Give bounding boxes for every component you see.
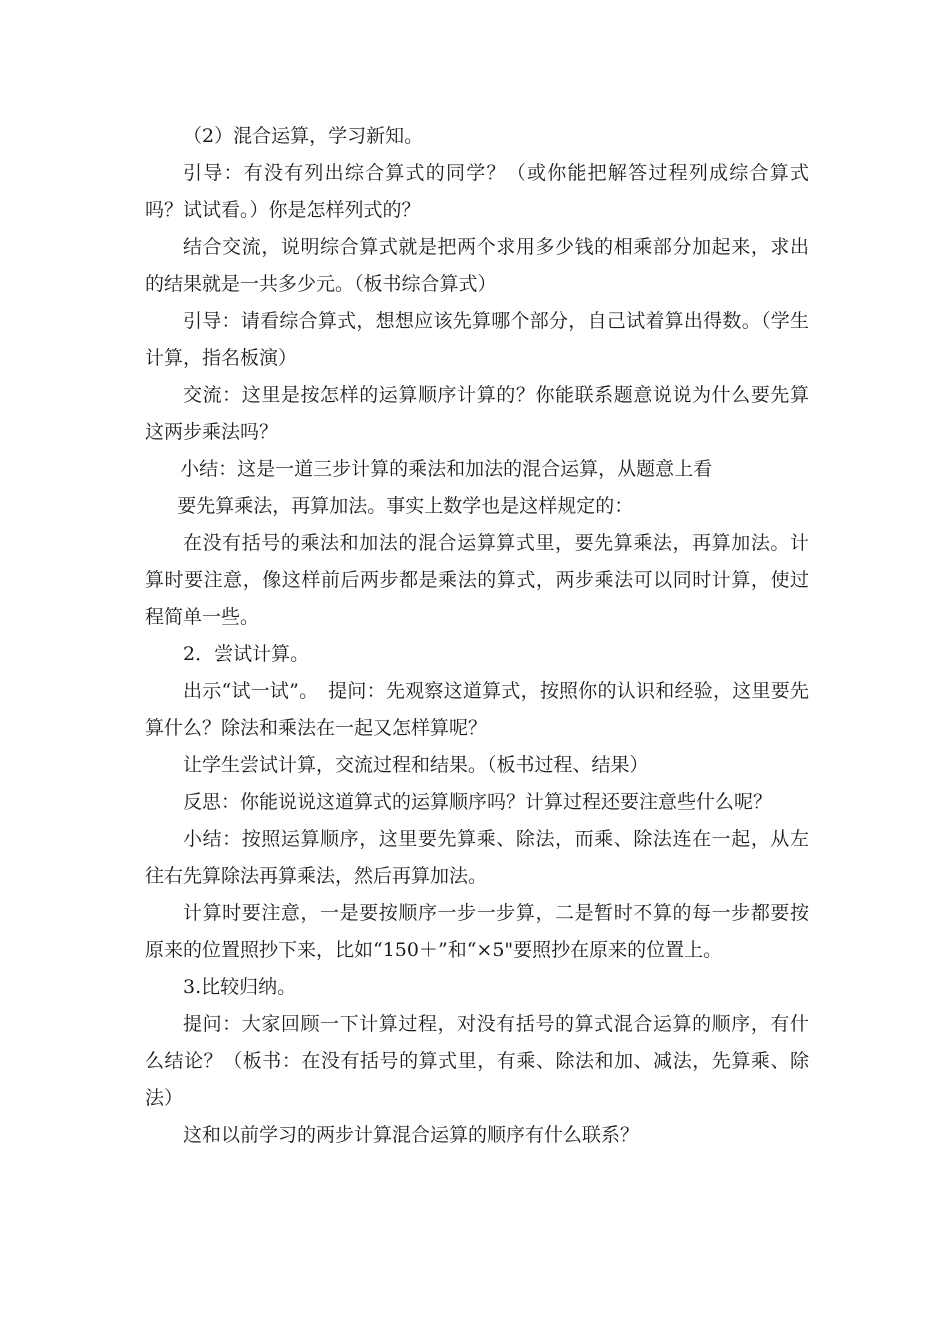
section-heading: （2）混合运算，学习新知。	[183, 125, 424, 147]
paragraph: 出示“试一试”。 提问：先观察这道算式，按照你的认识和经验，这里要先算什么？除法和乘法在一起又怎样算呢？	[145, 680, 809, 739]
paragraph: 结合交流，说明综合算式就是把两个求用多少钱的相乘部分加起来，求出的结果就是一共多少元。（板书综合算式）	[145, 236, 809, 295]
document-body	[145, 118, 809, 1154]
paragraph: 小结：按照运算顺序，这里要先算乘、除法，而乘、除法连在一起，从左往右先算除法再算乘法，然后再算加法。	[145, 828, 809, 887]
summary-line: 小结：这是一道三步计算的乘法和加法的混合运算，从题意上看	[180, 458, 713, 480]
summary-line-continued: 要先算乘法，再算加法。事实上数学也是这样规定的：	[177, 495, 634, 517]
section-heading: 2．尝试计算。	[183, 643, 310, 665]
paragraph: 这和以前学习的两步计算混合运算的顺序有什么联系？	[183, 1124, 640, 1146]
paragraph: 引导：请看综合算式，想想应该先算哪个部分，自己试着算出得数。（学生计算，指名板演）	[145, 310, 809, 369]
paragraph: 计算时要注意，一是要按顺序一步一步算，二是暂时不算的每一步都要按原来的位置照抄下来，比如“150＋”和“×5"要照抄在原来的位置上。	[145, 902, 809, 961]
paragraph: 交流：这里是按怎样的运算顺序计算的？你能联系题意说说为什么要先算这两步乘法吗？	[145, 384, 809, 443]
paragraph: 让学生尝试计算，交流过程和结果。（板书过程、结果）	[183, 754, 649, 776]
section-heading: 3.比较归纳。	[183, 976, 297, 998]
paragraph: 提问：大家回顾一下计算过程，对没有括号的算式混合运算的顺序，有什么结论？（板书：在没有括号的算式里，有乘、除法和加、减法，先算乘、除法）	[145, 1013, 809, 1109]
paragraph: 引导：有没有列出综合算式的同学？（或你能把解答过程列成综合算式吗？试试看。）你是怎样列式的？	[145, 162, 809, 221]
paragraph: 在没有括号的乘法和加法的混合运算算式里，要先算乘法，再算加法。计算时要注意，像这样前后两步都是乘法的算式，两步乘法可以同时计算，使过程简单一些。	[145, 532, 809, 628]
paragraph: 反思：你能说说这道算式的运算顺序吗？计算过程还要注意些什么呢？	[183, 791, 773, 813]
